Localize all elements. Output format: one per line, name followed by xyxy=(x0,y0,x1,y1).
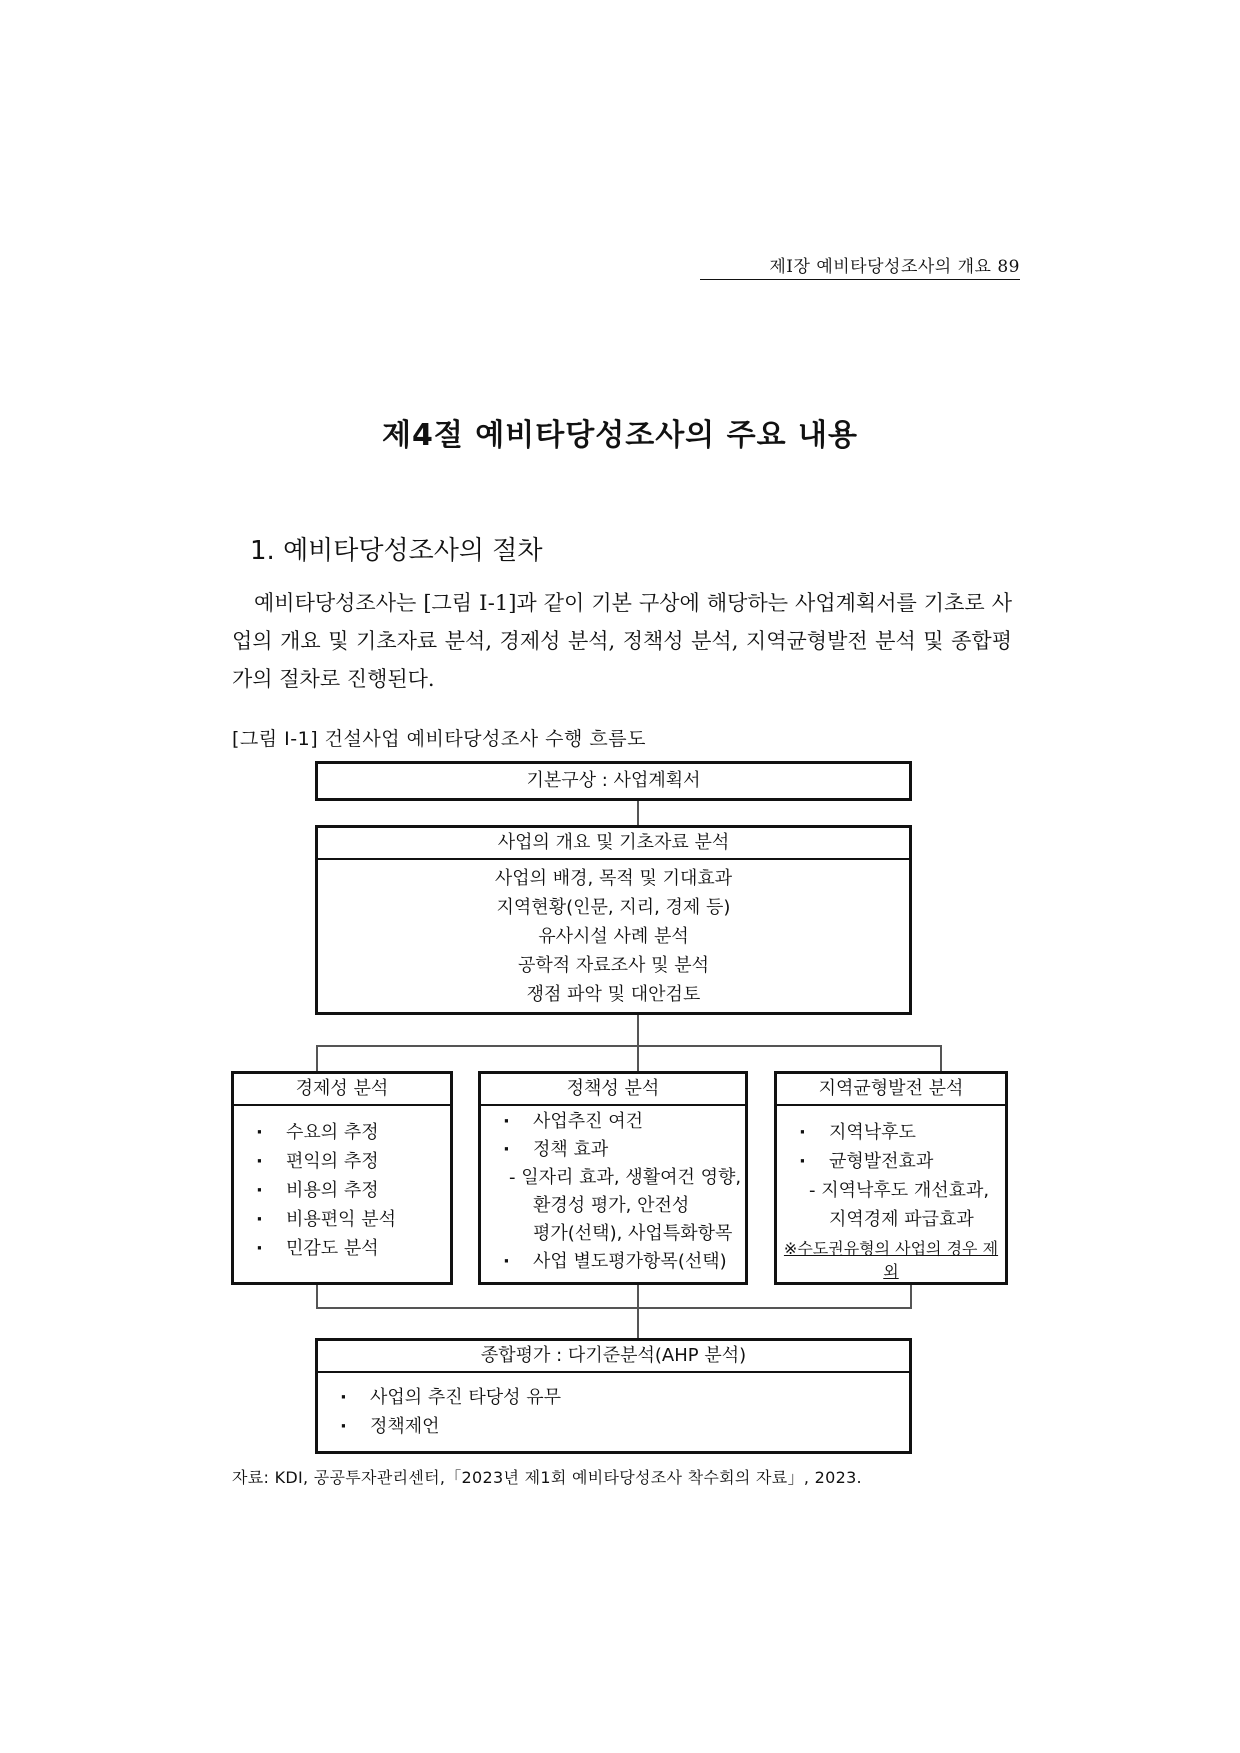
list-subitem: - 지역낙후도 개선효과, xyxy=(809,1180,990,1201)
economic-box xyxy=(231,1071,453,1285)
economic-title: 경제성 분석 xyxy=(234,1074,450,1106)
list-item: 지역현황(인문, 지리, 경제 등) xyxy=(496,897,731,918)
basic-plan-box xyxy=(315,761,912,801)
list-item: · 민감도 분석 xyxy=(234,1234,450,1263)
list-item: · 정책 효과 xyxy=(481,1136,745,1164)
intro-paragraph xyxy=(232,584,1012,698)
section-title: 제4절 예비타당성조사의 주요 내용 xyxy=(382,418,858,453)
connector-bottom-left xyxy=(316,1283,318,1309)
regional-list xyxy=(777,1118,1005,1234)
connector-overview-branch xyxy=(637,1013,639,1071)
list-item: · 편익의 추정 xyxy=(234,1147,450,1176)
connector-basic-overview xyxy=(637,800,639,825)
comprehensive-title: 종합평가 : 다기준분석(AHP 분석) xyxy=(318,1341,909,1373)
list-item: · 수요의 추정 xyxy=(234,1118,450,1147)
connector-top-left xyxy=(316,1045,318,1071)
list-item: · 사업의 추진 타당성 유무 xyxy=(318,1383,909,1412)
list-item: 유사시설 사례 분석 xyxy=(538,926,689,947)
connector-bottom-horizontal xyxy=(316,1307,912,1309)
intro-text: 예비타당성조사는 [그림 Ⅰ-1]과 같이 기본 구상에 해당하는 사업계획서를 기초로 사업의 개요 및 기초자료 분석, 경제성 분석, 정책성 분석, 지역균형발전 분석 및 종합평가의 절차로 진행된다. xyxy=(232,591,1012,691)
policy-list xyxy=(481,1108,745,1276)
running-header: 제Ⅰ장 예비타당성조사의 개요 89 xyxy=(700,252,1020,280)
overview-title: 사업의 개요 및 기초자료 분석 xyxy=(318,828,909,860)
overview-box xyxy=(315,825,912,1015)
list-subitem: 환경성 평가, 안전성 xyxy=(533,1195,690,1216)
connector-bottom-right xyxy=(910,1283,912,1309)
economic-list xyxy=(234,1118,450,1263)
policy-box xyxy=(478,1071,748,1285)
list-item: · 비용의 추정 xyxy=(234,1176,450,1205)
policy-title: 정책성 분석 xyxy=(481,1074,745,1106)
source-note: 자료: KDI, 공공투자관리센터,「2023년 제1회 예비타당성조사 착수회의 자료」, 2023. xyxy=(232,1468,862,1487)
overview-list xyxy=(318,864,909,1009)
figure-caption: [그림 Ⅰ-1] 건설사업 예비타당성조사 수행 흐름도 xyxy=(232,728,646,750)
list-item: 사업의 배경, 목적 및 기대효과 xyxy=(494,868,733,889)
list-subitem: 지역경제 파급효과 xyxy=(829,1209,974,1230)
comprehensive-list xyxy=(318,1383,909,1441)
comprehensive-box xyxy=(315,1338,912,1454)
basic-plan-label: 기본구상 : 사업계획서 xyxy=(526,770,701,791)
connector-top-horizontal xyxy=(316,1045,942,1047)
connector-bottom-center xyxy=(637,1283,639,1338)
list-item: · 정책제언 xyxy=(318,1412,909,1441)
list-subitem: 평가(선택), 사업특화항목 xyxy=(533,1223,733,1244)
list-subitem: - 일자리 효과, 생활여건 영향, xyxy=(509,1167,742,1188)
list-item: · 사업추진 여건 xyxy=(481,1108,745,1136)
list-item: 쟁점 파악 및 대안검토 xyxy=(526,984,701,1005)
list-item: · 사업 별도평가항목(선택) xyxy=(481,1248,745,1276)
regional-box xyxy=(774,1071,1008,1285)
list-item: 공학적 자료조사 및 분석 xyxy=(517,955,710,976)
list-item: · 균형발전효과 xyxy=(777,1147,1005,1176)
regional-note: ※수도권유형의 사업의 경우 제외 xyxy=(783,1239,999,1281)
list-item: · 지역낙후도 xyxy=(777,1118,1005,1147)
list-item: · 비용편익 분석 xyxy=(234,1205,450,1234)
subsection-title: 1. 예비타당성조사의 절차 xyxy=(250,536,543,566)
regional-title: 지역균형발전 분석 xyxy=(777,1074,1005,1106)
connector-top-right xyxy=(940,1045,942,1071)
